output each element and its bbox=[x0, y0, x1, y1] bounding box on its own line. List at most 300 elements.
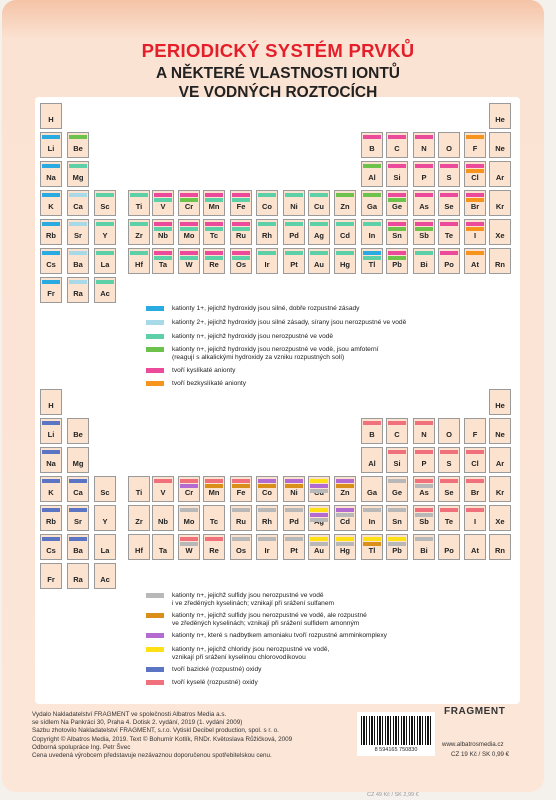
bottom-price: CZ 49 Kč / SK 2,99 € bbox=[367, 792, 419, 798]
element-fr: Fr bbox=[40, 277, 62, 303]
property-marker bbox=[310, 484, 328, 488]
element-au: Au bbox=[308, 248, 330, 274]
property-marker bbox=[232, 256, 250, 260]
element-cu: Cu bbox=[308, 190, 330, 216]
element-te: Te bbox=[438, 219, 460, 245]
property-marker bbox=[180, 193, 198, 197]
property-marker bbox=[388, 542, 406, 546]
property-marker bbox=[336, 508, 354, 512]
property-marker bbox=[69, 479, 87, 483]
element-ge: Ge bbox=[386, 476, 408, 502]
element-i: I bbox=[464, 505, 486, 531]
property-marker bbox=[440, 222, 458, 226]
element-rn: Rn bbox=[489, 248, 511, 274]
element-cl: Cl bbox=[464, 447, 486, 473]
element-ca: Ca bbox=[67, 190, 89, 216]
element-f: F bbox=[464, 132, 486, 158]
element-p: P bbox=[413, 161, 435, 187]
poster-sheet bbox=[2, 0, 544, 792]
property-marker bbox=[285, 222, 303, 226]
element-zn: Zn bbox=[334, 190, 356, 216]
element-o: O bbox=[438, 418, 460, 444]
element-se: Se bbox=[438, 190, 460, 216]
legend-swatch bbox=[146, 593, 164, 598]
property-marker bbox=[415, 450, 433, 454]
property-marker bbox=[42, 164, 60, 168]
legend-swatch bbox=[146, 667, 164, 672]
property-marker bbox=[388, 256, 406, 260]
element-ta: Ta bbox=[152, 248, 174, 274]
legend-text: kationty n+, jejichž sulfidy jsou nerozpustné ve vodě, ale rozpustné ve zředěných kyselinách; vznikají při srážení sulfidem amonným bbox=[172, 612, 367, 627]
barcode-bars bbox=[361, 716, 431, 745]
property-marker bbox=[258, 537, 276, 541]
legend-text: tvoří bazické (rozpustné) oxidy bbox=[172, 666, 262, 673]
element-al: Al bbox=[361, 447, 383, 473]
property-marker bbox=[363, 542, 381, 546]
property-marker bbox=[205, 479, 223, 483]
element-li: Li bbox=[40, 132, 62, 158]
property-marker bbox=[415, 479, 433, 483]
property-marker bbox=[440, 508, 458, 512]
element-br: Br bbox=[464, 476, 486, 502]
element-ne: Ne bbox=[489, 132, 511, 158]
property-marker bbox=[205, 484, 223, 488]
imprint-text: Vydalo Nakladatelství FRAGMENT ve společnosti Albatros Media a.s. se sídlem Na Pankráci 30, Praha 4. Dotisk 2. vydání, 2019 (1. vydání 2009) Sazbu zhotovilo Nakladatelství FRAGMENT, s.r.o. Vytiskl Decibel production, spol. s r. o. Copyright © Albatros Media, 2019. Text © Bohumír Kotlík, RNDr. Květoslava Růžičková, 2009 Odborná spolupráce Ing. Petr Švec Cena uvedená výrobcem představuje nezávaznou doporučenou spotřebitelskou cenu. bbox=[32, 711, 293, 760]
element-nb: Nb bbox=[152, 219, 174, 245]
property-marker bbox=[336, 193, 354, 197]
property-marker bbox=[310, 222, 328, 226]
element-v: V bbox=[152, 190, 174, 216]
property-marker bbox=[440, 479, 458, 483]
property-marker bbox=[180, 227, 198, 231]
element-sr: Sr bbox=[67, 505, 89, 531]
element-ne: Ne bbox=[489, 418, 511, 444]
legend-swatch bbox=[146, 613, 164, 618]
element-cd: Cd bbox=[334, 505, 356, 531]
property-marker bbox=[258, 222, 276, 226]
property-marker bbox=[363, 537, 381, 541]
legend-swatch bbox=[146, 347, 164, 352]
property-marker bbox=[258, 193, 276, 197]
element-bi: Bi bbox=[413, 248, 435, 274]
element-mg: Mg bbox=[67, 161, 89, 187]
element-re: Re bbox=[203, 534, 225, 560]
legend-text: kationty 2+, jejichž hydroxidy jsou silné zásady, sírany jsou nerozpustné ve vodě bbox=[172, 319, 407, 326]
element-fr: Fr bbox=[40, 563, 62, 589]
element-ru: Ru bbox=[230, 219, 252, 245]
element-ra: Ra bbox=[67, 277, 89, 303]
element-os: Os bbox=[230, 248, 252, 274]
property-marker bbox=[232, 193, 250, 197]
element-se: Se bbox=[438, 476, 460, 502]
element-te: Te bbox=[438, 505, 460, 531]
property-marker bbox=[154, 479, 172, 483]
property-marker bbox=[69, 508, 87, 512]
property-marker bbox=[363, 193, 381, 197]
property-marker bbox=[205, 193, 223, 197]
element-nb: Nb bbox=[152, 505, 174, 531]
element-ga: Ga bbox=[361, 190, 383, 216]
property-marker bbox=[336, 479, 354, 483]
element-pt: Pt bbox=[283, 534, 305, 560]
property-marker bbox=[69, 164, 87, 168]
property-marker bbox=[232, 222, 250, 226]
property-marker bbox=[205, 256, 223, 260]
element-be: Be bbox=[67, 132, 89, 158]
fragment-logo: FRAGMENT bbox=[444, 706, 506, 717]
element-mn: Mn bbox=[203, 190, 225, 216]
property-marker bbox=[363, 222, 381, 226]
property-marker bbox=[258, 484, 276, 488]
element-bi: Bi bbox=[413, 534, 435, 560]
element-hg: Hg bbox=[334, 248, 356, 274]
element-ti: Ti bbox=[128, 190, 150, 216]
property-marker bbox=[466, 198, 484, 202]
property-marker bbox=[42, 193, 60, 197]
property-marker bbox=[388, 421, 406, 425]
property-marker bbox=[310, 518, 328, 522]
property-marker bbox=[180, 537, 198, 541]
element-ni: Ni bbox=[283, 476, 305, 502]
property-marker bbox=[232, 198, 250, 202]
property-marker bbox=[180, 222, 198, 226]
property-marker bbox=[363, 135, 381, 139]
legend-text: kationty 1+, jejichž hydroxidy jsou silné, dobře rozpustné zásady bbox=[172, 305, 360, 312]
element-fe: Fe bbox=[230, 476, 252, 502]
element-pb: Pb bbox=[386, 534, 408, 560]
element-cr: Cr bbox=[178, 190, 200, 216]
property-marker bbox=[466, 251, 484, 255]
property-marker bbox=[69, 537, 87, 541]
element-pt: Pt bbox=[283, 248, 305, 274]
property-marker bbox=[310, 508, 328, 512]
element-in: In bbox=[361, 219, 383, 245]
property-marker bbox=[388, 227, 406, 231]
property-marker bbox=[42, 450, 60, 454]
property-marker bbox=[388, 450, 406, 454]
element-w: W bbox=[178, 534, 200, 560]
element-sn: Sn bbox=[386, 219, 408, 245]
property-marker bbox=[285, 193, 303, 197]
element-os: Os bbox=[230, 534, 252, 560]
element-sc: Sc bbox=[94, 190, 116, 216]
property-marker bbox=[466, 135, 484, 139]
element-n: N bbox=[413, 132, 435, 158]
element-co: Co bbox=[256, 190, 278, 216]
property-marker bbox=[42, 222, 60, 226]
element-re: Re bbox=[203, 248, 225, 274]
element-ta: Ta bbox=[152, 534, 174, 560]
property-marker bbox=[154, 222, 172, 226]
property-marker bbox=[336, 542, 354, 546]
element-ar: Ar bbox=[489, 447, 511, 473]
element-xe: Xe bbox=[489, 505, 511, 531]
title-line-1: PERIODICKÝ SYSTÉM PRVKŮ bbox=[141, 40, 415, 61]
element-as: As bbox=[413, 476, 435, 502]
property-marker bbox=[285, 537, 303, 541]
property-marker bbox=[440, 164, 458, 168]
element-pd: Pd bbox=[283, 219, 305, 245]
property-marker bbox=[415, 222, 433, 226]
element-ru: Ru bbox=[230, 505, 252, 531]
legend-swatch bbox=[146, 368, 164, 373]
element-c: C bbox=[386, 132, 408, 158]
property-marker bbox=[388, 251, 406, 255]
property-marker bbox=[415, 537, 433, 541]
property-marker bbox=[258, 251, 276, 255]
element-sc: Sc bbox=[94, 476, 116, 502]
element-ir: Ir bbox=[256, 248, 278, 274]
property-marker bbox=[466, 164, 484, 168]
element-tl: Tl bbox=[361, 248, 383, 274]
legend-text: kationty n+, jejichž hydroxidy jsou nerozpustné ve vodě, jsou amfoterní (reagují s alkalickými hydroxidy za vzniku rozpustných solí) bbox=[172, 346, 379, 361]
property-marker bbox=[205, 227, 223, 231]
property-marker bbox=[232, 479, 250, 483]
element-as: As bbox=[413, 190, 435, 216]
property-marker bbox=[205, 251, 223, 255]
legend-text: kationty n+, jejichž hydroxidy jsou nerozpustné ve vodě bbox=[172, 333, 334, 340]
element-al: Al bbox=[361, 161, 383, 187]
property-marker bbox=[154, 193, 172, 197]
legend-swatch bbox=[146, 334, 164, 339]
property-marker bbox=[180, 508, 198, 512]
property-marker bbox=[42, 280, 60, 284]
legend-swatch bbox=[146, 680, 164, 685]
element-po: Po bbox=[438, 534, 460, 560]
element-s: S bbox=[438, 447, 460, 473]
element-ag bbox=[308, 505, 330, 531]
property-marker bbox=[205, 537, 223, 541]
property-marker bbox=[336, 251, 354, 255]
property-marker bbox=[415, 513, 433, 517]
property-marker bbox=[154, 227, 172, 231]
element-he: He bbox=[489, 103, 511, 129]
property-marker bbox=[415, 164, 433, 168]
element-i: I bbox=[464, 219, 486, 245]
element-ra: Ra bbox=[67, 563, 89, 589]
element-sb: Sb bbox=[413, 219, 435, 245]
property-marker bbox=[415, 508, 433, 512]
legend-swatch bbox=[146, 381, 164, 386]
element-tc: Tc bbox=[203, 505, 225, 531]
property-marker bbox=[232, 508, 250, 512]
property-marker bbox=[363, 251, 381, 255]
property-marker bbox=[440, 251, 458, 255]
property-marker bbox=[154, 256, 172, 260]
property-marker bbox=[180, 484, 198, 488]
property-marker bbox=[466, 479, 484, 483]
legend-swatch bbox=[146, 306, 164, 311]
element-br: Br bbox=[464, 190, 486, 216]
element-k: K bbox=[40, 476, 62, 502]
property-marker bbox=[440, 193, 458, 197]
property-marker bbox=[440, 450, 458, 454]
element-y: Y bbox=[94, 219, 116, 245]
element-y: Y bbox=[94, 505, 116, 531]
property-marker bbox=[130, 193, 148, 197]
property-marker bbox=[363, 164, 381, 168]
element-cs: Cs bbox=[40, 248, 62, 274]
element-mg: Mg bbox=[67, 447, 89, 473]
property-marker bbox=[415, 193, 433, 197]
property-marker bbox=[154, 251, 172, 255]
element-au: Au bbox=[308, 534, 330, 560]
property-marker bbox=[232, 251, 250, 255]
element-he: He bbox=[489, 389, 511, 415]
element-ni: Ni bbox=[283, 190, 305, 216]
website: www.albatrosmedia.cz bbox=[442, 741, 504, 748]
title-line-3: VE VODNÝCH ROZTOCÍCH bbox=[178, 84, 378, 101]
element-la: La bbox=[94, 248, 116, 274]
element-h: H bbox=[40, 389, 62, 415]
element-li: Li bbox=[40, 418, 62, 444]
property-marker bbox=[310, 193, 328, 197]
legend-text: tvoří bezkyslíkaté anionty bbox=[172, 380, 247, 387]
element-fe: Fe bbox=[230, 190, 252, 216]
property-marker bbox=[285, 508, 303, 512]
property-marker bbox=[466, 508, 484, 512]
title-line-2: A NĚKTERÉ VLASTNOSTI IONTŮ bbox=[156, 65, 400, 82]
property-marker bbox=[232, 537, 250, 541]
property-marker bbox=[258, 508, 276, 512]
property-marker bbox=[180, 251, 198, 255]
property-marker bbox=[69, 193, 87, 197]
element-cu bbox=[308, 476, 330, 502]
element-hf: Hf bbox=[128, 534, 150, 560]
property-marker bbox=[130, 251, 148, 255]
element-at: At bbox=[464, 534, 486, 560]
property-marker bbox=[415, 484, 433, 488]
property-marker bbox=[42, 135, 60, 139]
element-be: Be bbox=[67, 418, 89, 444]
element-v: V bbox=[152, 476, 174, 502]
property-marker bbox=[336, 537, 354, 541]
element-tl: Tl bbox=[361, 534, 383, 560]
element-in: In bbox=[361, 505, 383, 531]
element-zr: Zr bbox=[128, 219, 150, 245]
element-kr: Kr bbox=[489, 476, 511, 502]
element-ti: Ti bbox=[128, 476, 150, 502]
element-ge: Ge bbox=[386, 190, 408, 216]
property-marker bbox=[310, 251, 328, 255]
property-marker bbox=[466, 222, 484, 226]
legend-text: tvoří kyselé (rozpustné) oxidy bbox=[172, 679, 258, 686]
legend-text: tvoří kyslíkaté anionty bbox=[172, 367, 236, 374]
property-marker bbox=[336, 513, 354, 517]
element-mo: Mo bbox=[178, 505, 200, 531]
element-na: Na bbox=[40, 161, 62, 187]
element-o: O bbox=[438, 132, 460, 158]
property-marker bbox=[154, 198, 172, 202]
element-c: C bbox=[386, 418, 408, 444]
element-zn: Zn bbox=[334, 476, 356, 502]
property-marker bbox=[388, 164, 406, 168]
element-zr: Zr bbox=[128, 505, 150, 531]
property-marker bbox=[363, 508, 381, 512]
element-si: Si bbox=[386, 447, 408, 473]
legend-text: kationty n+, které s nadbytkem amoniaku tvoří rozpustné amminkomplexy bbox=[172, 632, 387, 639]
element-sb: Sb bbox=[413, 505, 435, 531]
element-po: Po bbox=[438, 248, 460, 274]
property-marker bbox=[388, 537, 406, 541]
legend-text: kationty n+, jejichž sulfidy jsou nerozpustné ve vodě i ve zředěných kyselinách; vznikají při srážení sulfanem bbox=[172, 592, 334, 607]
property-marker bbox=[388, 479, 406, 483]
property-marker bbox=[205, 222, 223, 226]
element-xe: Xe bbox=[489, 219, 511, 245]
property-marker bbox=[69, 251, 87, 255]
element-at: At bbox=[464, 248, 486, 274]
element-ba: Ba bbox=[67, 534, 89, 560]
element-na: Na bbox=[40, 447, 62, 473]
property-marker bbox=[42, 479, 60, 483]
element-cr: Cr bbox=[178, 476, 200, 502]
element-pd: Pd bbox=[283, 505, 305, 531]
property-marker bbox=[363, 256, 381, 260]
element-ag: Ag bbox=[308, 219, 330, 245]
property-marker bbox=[285, 251, 303, 255]
property-marker bbox=[363, 421, 381, 425]
element-h: H bbox=[40, 103, 62, 129]
element-mo: Mo bbox=[178, 219, 200, 245]
property-marker bbox=[388, 198, 406, 202]
property-marker bbox=[42, 251, 60, 255]
element-cd: Cd bbox=[334, 219, 356, 245]
property-marker bbox=[96, 193, 114, 197]
element-ca: Ca bbox=[67, 476, 89, 502]
legend-swatch bbox=[146, 633, 164, 638]
element-si: Si bbox=[386, 161, 408, 187]
element-ba: Ba bbox=[67, 248, 89, 274]
element-pb: Pb bbox=[386, 248, 408, 274]
property-marker bbox=[336, 222, 354, 226]
legend-swatch bbox=[146, 320, 164, 325]
property-marker bbox=[310, 513, 328, 517]
element-mn: Mn bbox=[203, 476, 225, 502]
element-sn: Sn bbox=[386, 505, 408, 531]
property-marker bbox=[310, 537, 328, 541]
property-marker bbox=[258, 479, 276, 483]
property-marker bbox=[388, 508, 406, 512]
property-marker bbox=[466, 227, 484, 231]
element-hg: Hg bbox=[334, 534, 356, 560]
property-marker bbox=[388, 135, 406, 139]
element-ac: Ac bbox=[94, 277, 116, 303]
property-marker bbox=[310, 479, 328, 483]
property-marker bbox=[336, 484, 354, 488]
element-tc: Tc bbox=[203, 219, 225, 245]
element-rh: Rh bbox=[256, 505, 278, 531]
property-marker bbox=[96, 251, 114, 255]
element-cs: Cs bbox=[40, 534, 62, 560]
element-ir: Ir bbox=[256, 534, 278, 560]
property-marker bbox=[180, 256, 198, 260]
element-la: La bbox=[94, 534, 116, 560]
property-marker bbox=[388, 193, 406, 197]
property-marker bbox=[466, 450, 484, 454]
property-marker bbox=[232, 227, 250, 231]
property-marker bbox=[180, 479, 198, 483]
property-marker bbox=[42, 421, 60, 425]
property-marker bbox=[96, 280, 114, 284]
property-marker bbox=[415, 135, 433, 139]
element-ar: Ar bbox=[489, 161, 511, 187]
legend-swatch bbox=[146, 647, 164, 652]
barcode bbox=[357, 712, 435, 756]
property-marker bbox=[388, 222, 406, 226]
price: CZ 19 Kč / SK 0,99 € bbox=[451, 751, 510, 758]
legend-text: kationty n+, jejichž chloridy jsou nerozpustné ve vodě, vznikají při srážení kyselinou chlorovodíkovou bbox=[172, 646, 330, 661]
element-b: B bbox=[361, 418, 383, 444]
